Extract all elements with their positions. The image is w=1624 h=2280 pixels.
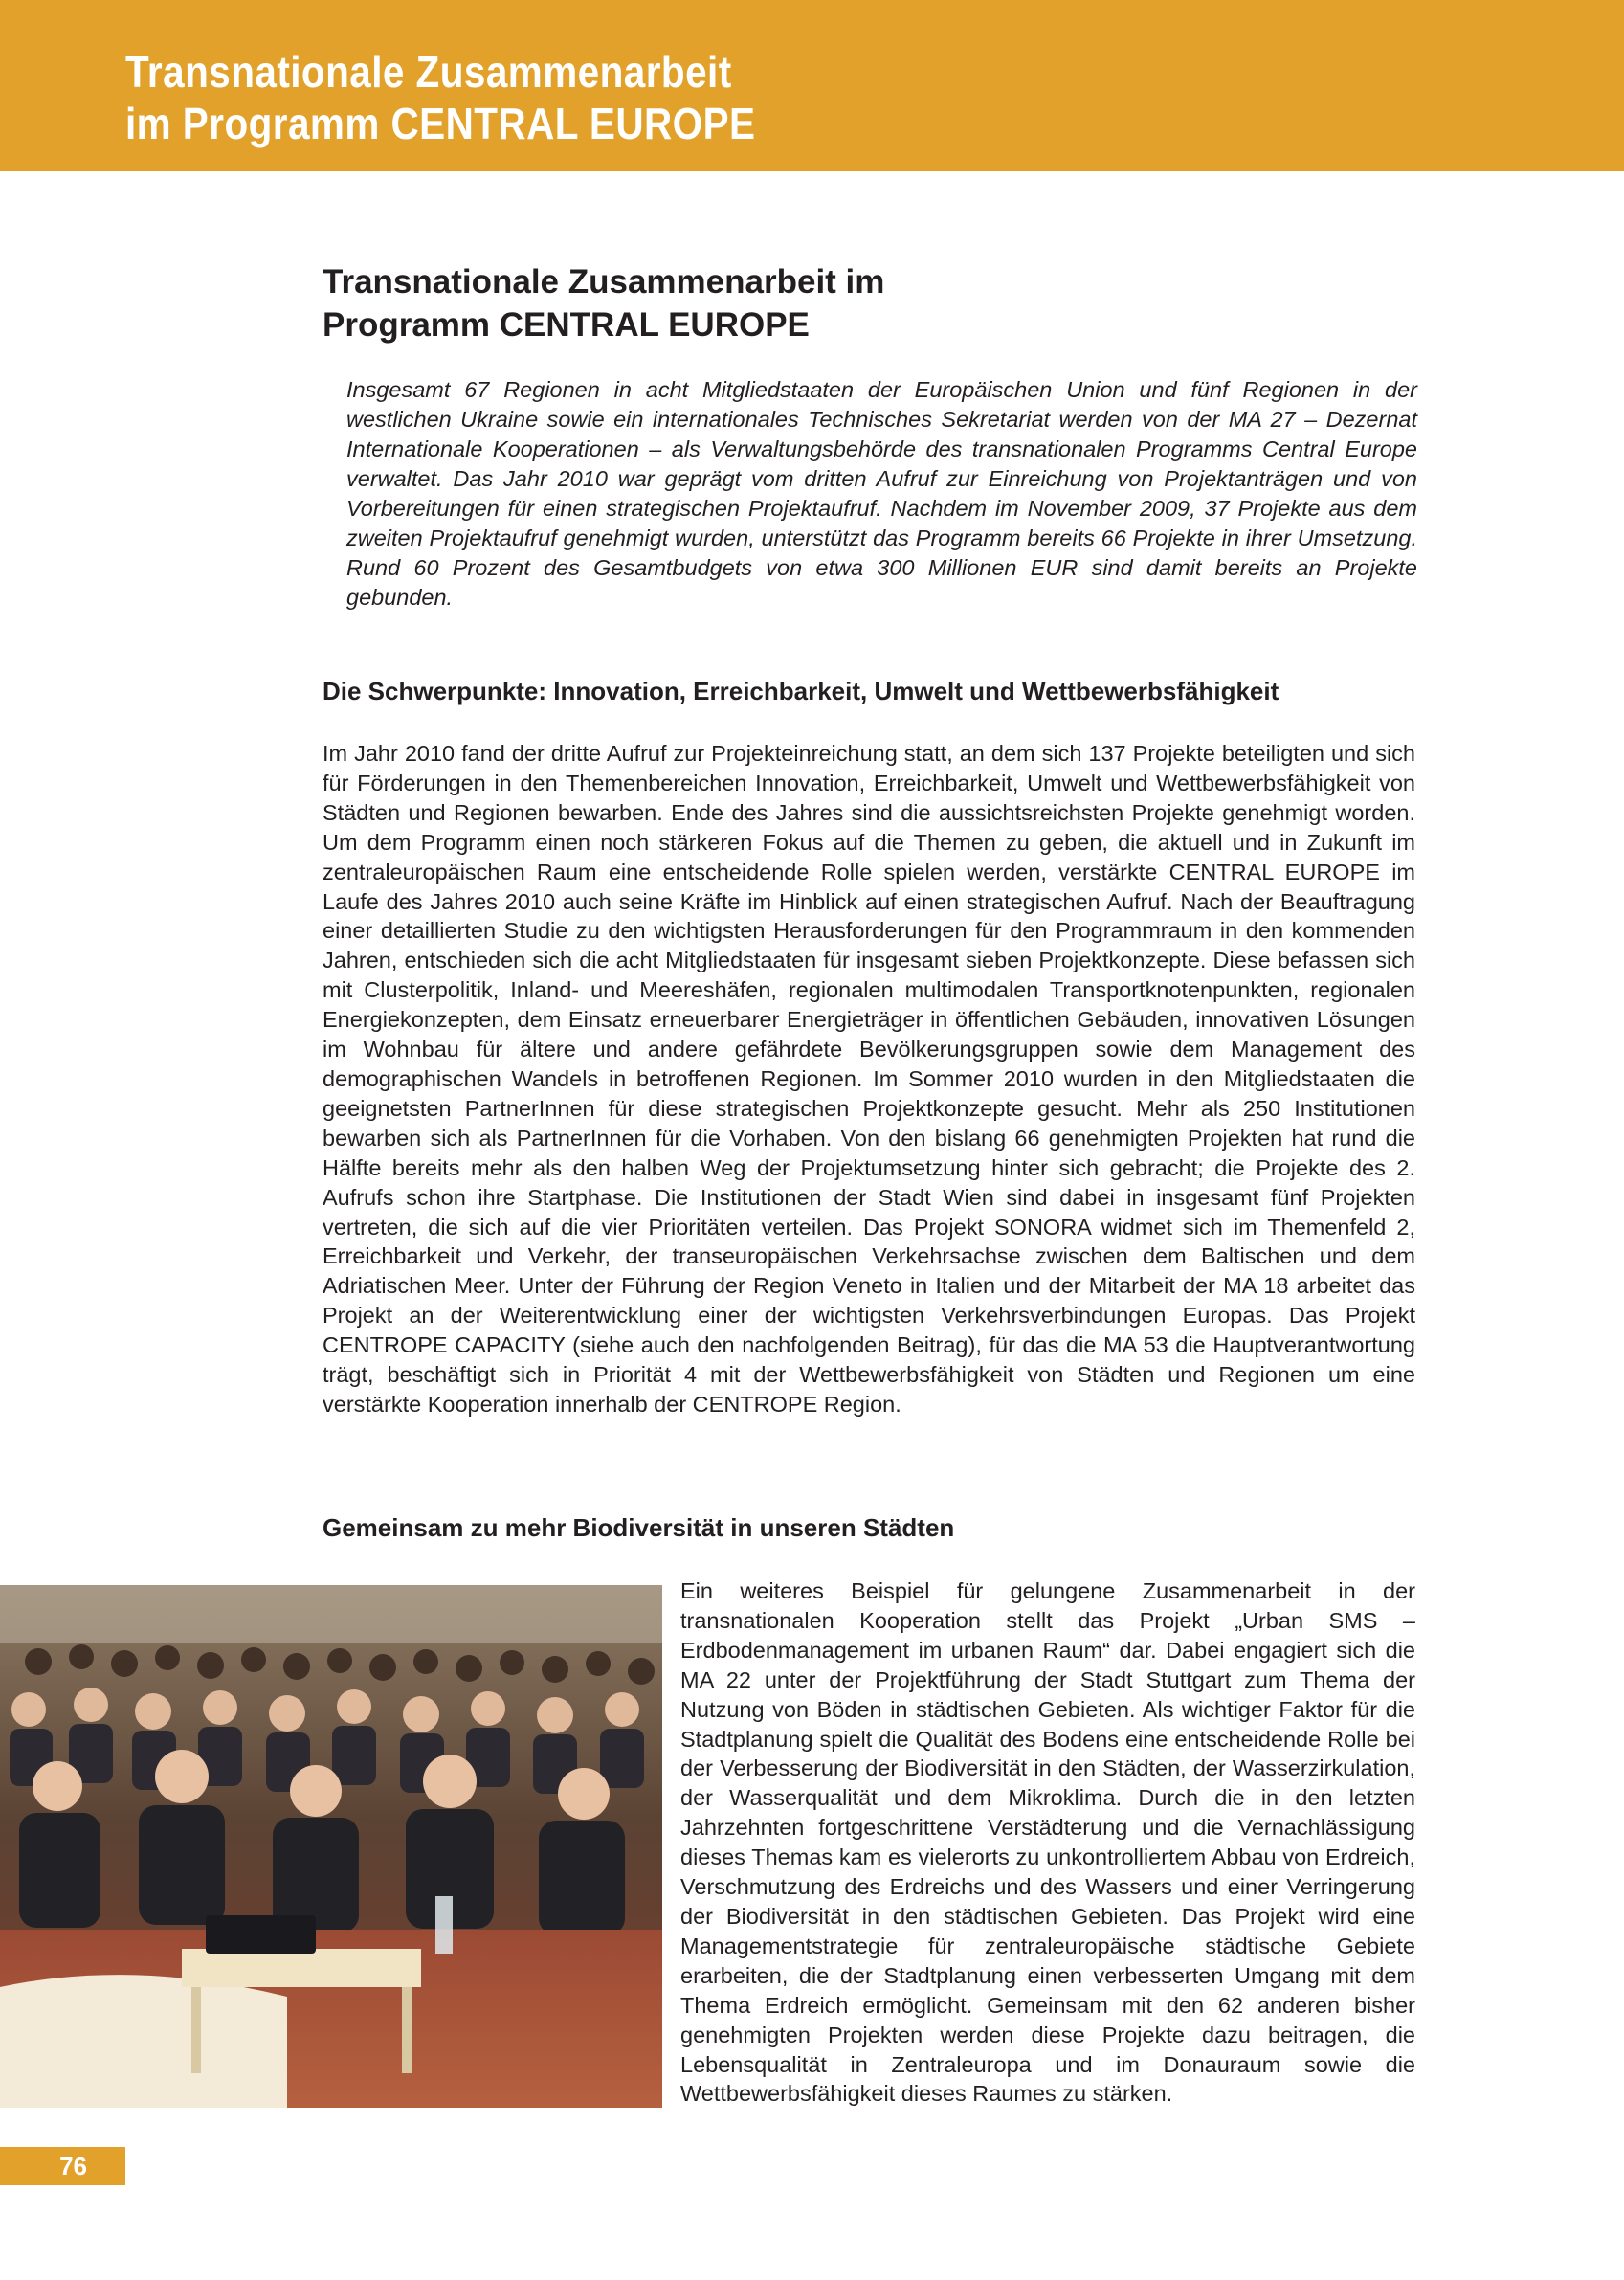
header-title-line1: Transnationale Zusammenarbeit: [125, 47, 732, 97]
article-title-line1: Transnationale Zusammenarbeit im: [323, 263, 885, 301]
article-title: [323, 260, 1413, 346]
section-heading-biodiversity: Gemeinsam zu mehr Biodiversität in unseren Städten: [323, 1513, 955, 1542]
intro-paragraph: Insgesamt 67 Regionen in acht Mitgliedstaaten der Europäischen Union und fünf Regionen in der westlichen Ukraine sowie ein internationales Technisches Sekretariat werden von der MA 27 – Dezernat Internationale Kooperationen – als Verwaltungsbehörde des transnationalen Programms Central Europe verwaltet. Das Jahr 2010 war geprägt vom dritten Aufruf zur Einreichung von Projektanträgen und von Vorbereitungen für einen strategischen Projektaufruf. Nachdem im November 2009, 37 Projekte aus dem zweiten Projektaufruf genehmigt wurden, unterstützt das Programm bereits 66 Projekte in ihrer Umsetzung. Rund 60 Prozent des Gesamtbudgets von etwa 300 Millionen EUR sind damit bereits an Projekte gebunden.: [346, 377, 1417, 610]
conference-audience-photo: [0, 1585, 662, 2108]
section-body-priorities: Im Jahr 2010 fand der dritte Aufruf zur Projekteinreichung statt, an dem sich 137 Projekte beteiligten und sich für Förderungen in den Themenbereichen Innovation, Erreichbarkeit, Umwelt und Wettbewerbsfähigkeit von Städten und Regionen bewarben. Ende des Jahres sind die aussichtsreichsten Projekte genehmigt worden. Um dem Programm einen noch stärkeren Fokus auf die Themen zu geben, die aktuell und in Zukunft im zentraleuropäischen Raum eine entscheidende Rolle spielen werden, verstärkte CENTRAL EUROPE im Laufe des Jahres 2010 auch seine Kräfte im Hinblick auf einen strategischen Aufruf. Nach der Beauftragung einer detaillierten Studie zu den wichtigsten Herausforderungen für den Programmraum in den kommenden Jahren, entschieden sich die acht Mitgliedstaaten für insgesamt sieben Projektkonzepte. Diese befassen sich mit Clusterpolitik, Inland- und Meereshäfen, regionalen multimodalen Transportknotenpunkten, regionalen Energiekonzepten, dem Einsatz erneuerbarer Energieträger in öffentlichen Gebäuden, innovativen Lösungen im Wohnbau für ältere und andere gefährdete Bevölkerungsgruppen sowie dem Management des demographischen Wandels in betroffenen Regionen. Im Sommer 2010 wurden in den Mitgliedstaaten die geeignetsten PartnerInnen für diese strategischen Projektkonzepte gesucht. Mehr als 250 Institutionen bewarben sich als PartnerInnen für die Vorhaben. Von den bislang 66 genehmigten Projekten hat rund die Hälfte bereits mehr als den halben Weg der Projektumsetzung hinter sich gebracht; die Projekte des 2. Aufrufs schon ihre Startphase. Die Institutionen der Stadt Wien sind dabei in insgesamt fünf Projekten vertreten, die sich auf die vier Prioritäten verteilen. Das Projekt SONORA widmet sich im Themenfeld 2, Erreichbarkeit und Verkehr, der transeuropäischen Verkehrsachse zwischen dem Baltischen und dem Adriatischen Meer. Unter der Führung der Region Veneto in Italien und der Mitarbeit der MA 18 arbeitet das Projekt an der Weiterentwicklung einer der wichtigsten Verkehrsverbindungen Europas. Das Projekt CENTROPE CAPACITY (siehe auch den nachfolgenden Beitrag), für das die MA 53 die Hauptverantwortung trägt, beschäftigt sich in Priorität 4 mit der Wettbewerbsfähigkeit von Städten und Regionen um eine verstärkte Kooperation innerhalb der CENTROPE Region.: [323, 741, 1415, 1417]
article-title-line2: Programm CENTRAL EUROPE: [323, 306, 810, 344]
section-heading-priorities: Die Schwerpunkte: Innovation, Erreichbarkeit, Umwelt und Wettbewerbsfähigkeit: [323, 677, 1279, 705]
header-title: [125, 46, 968, 149]
page-number: 76: [0, 2147, 125, 2185]
conference-photo-illustration: [0, 1585, 662, 2108]
section-body-biodiversity: Ein weiteres Beispiel für gelungene Zusammenarbeit in der transnationalen Kooperation stellt das Projekt „Urban SMS – Erdbodenmanagement im urbanen Raum“ dar. Dabei engagiert sich die MA 22 unter der Projektführung der Stadt Stuttgart zum Thema der Nutzung von Böden in städtischen Gebieten. Als wichtiger Faktor für die Stadtplanung spielt die Qualität des Bodens eine entscheidende Rolle bei der Verbesserung der Biodiversität in den Städten, der Wasserzirkulation, der Wasserqualität und dem Mikroklima. Durch die in den letzten Jahrzehnten fortgeschrittene Verstädterung und die Vernachlässigung dieses Themas kam es vielerorts zu unkontrolliertem Abbau von Erdreich, Verschmutzung des Erdreichs und des Wassers und einer Verringerung der Biodiversität in den städtischen Gebieten. Das Projekt wird eine Managementstrategie für zentraleuropäische städtische Gebiete erarbeiten, die der Stadtplanung einen verbesserten Umgang mit dem Thema Erdreich ermöglicht. Gemeinsam mit den 62 anderen bisher genehmigten Projekten werden diese Projekte dazu beitragen, die Lebensqualität in Zentraleuropa und im Donauraum sowie die Wettbewerbsfähigkeit dieses Raumes zu stärken.: [680, 1578, 1415, 2107]
header-title-line2: im Programm CENTRAL EUROPE: [125, 99, 756, 148]
